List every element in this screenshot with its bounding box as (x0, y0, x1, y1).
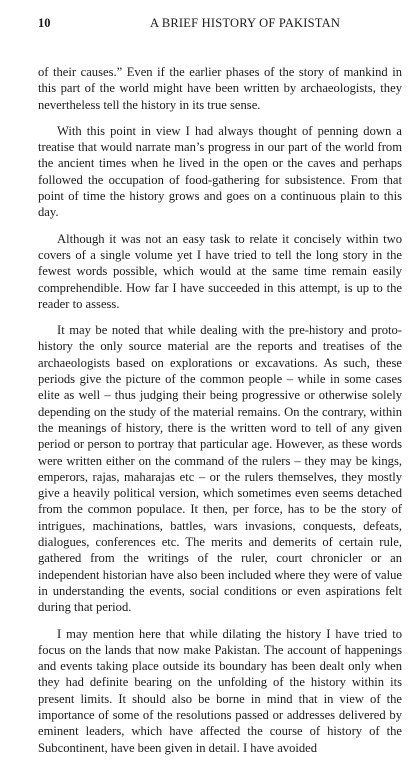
page-number: 10 (38, 16, 51, 30)
body-text (38, 64, 402, 766)
running-head: A BRIEF HISTORY OF PAKISTAN (150, 16, 341, 30)
paragraph: With this point in view I had always thought of penning down a treatise that would narrate man’s progress in our part of the world from the ancient times when he lived in the open or the caves and perhaps followed the occupation of food-gathering for subsistence. From that point of time the history grows and goes on a continuous plain to this day. (38, 123, 402, 220)
paragraph: of their causes.” Even if the earlier phases of the story of mankind in this part of the world might have been written by archaeologists, they nevertheless tell the history in its true sense. (38, 65, 402, 112)
paragraph: It may be noted that while dealing with the pre-history and proto-history the only source material are the reports and treatises of the archaeologists based on explorations or excavations. As such, these periods give the picture of the common people – while in some cases elite as well – thus judging their being progressive or otherwise solely depending on the study of the material remains. On the contrary, within the meanings of history, there is the written word to tell of any given period or person to portray that particular age. However, as these words were written either on the command of the rulers – they may be kings, emperors, rajas, maharajas etc – or the rulers themselves, they mostly give a heavily political version, which sometimes even seems detached from the common populace. It then, per force, has to be the story of intrigues, machinations, battles, wars invasions, conquests, defeats, dialogues, conferences etc. The merits and demerits of certain rule, gathered from the writings of the ruler, court chronicler or an independent historian have also been included where they were of value in understanding the events, social conditions or even aspirations felt during that period. (38, 323, 402, 615)
paragraph: Although it was not an easy task to relate it concisely within two covers of a single volume yet I have tried to tell the long story in the fewest words possible, which would at the same time remain easily comprehendible. How far I have succeeded in this attempt, is up to the reader to assess. (38, 231, 402, 311)
paragraph: I may mention here that while dilating the history I have tried to focus on the lands that now make Pakistan. The account of happenings and events taking place outside its boundary has been dealt only when they had definite bearing on the unfolding of the history within its present limits. It should also be borne in mind that in view of the importance of some of the resolutions passed or addresses delivered by eminent leaders, which have affected the course of history of the Subcontinent, have been given in detail. I have avoided (38, 626, 402, 755)
page-header (38, 16, 398, 36)
